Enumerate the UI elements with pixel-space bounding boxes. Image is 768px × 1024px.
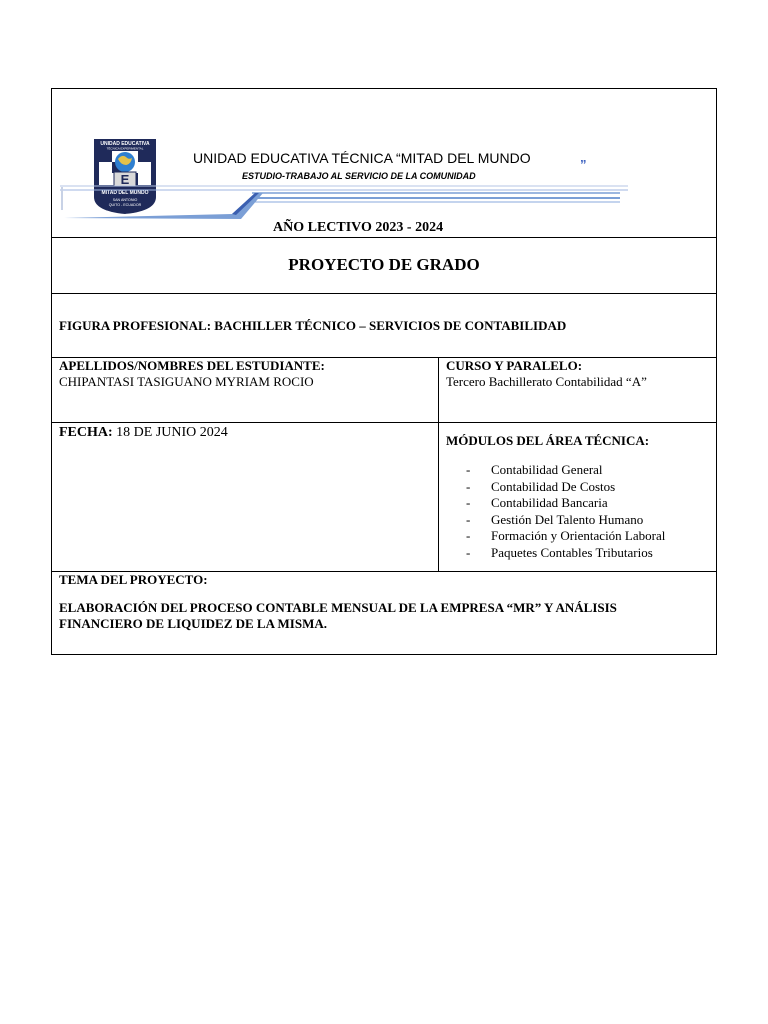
modules-list	[466, 462, 665, 561]
bullet-dash: -	[466, 462, 471, 477]
list-item	[466, 528, 665, 545]
list-item	[466, 462, 665, 479]
school-name: UNIDAD EDUCATIVA TÉCNICA “MITAD DEL MUNDO	[193, 150, 531, 166]
logo-top-text: UNIDAD EDUCATIVA	[100, 141, 150, 147]
logo-bottom-text: MITAD DEL MUNDO	[101, 190, 149, 196]
bullet-dash: -	[466, 544, 471, 560]
list-item	[466, 495, 665, 512]
course-cell	[439, 358, 716, 422]
list-item	[466, 512, 665, 529]
bullet-dash: -	[466, 528, 471, 543]
logo-place-line1: SAN ANTONIO	[112, 198, 138, 202]
student-name: CHIPANTASI TASIGUANO MYRIAM ROCIO	[59, 374, 314, 389]
logo-place-line2: QUITO - ECUADOR	[108, 203, 142, 207]
professional-profile: FIGURA PROFESIONAL: BACHILLER TÉCNICO – SERVICIOS DE CONTABILIDAD	[59, 318, 567, 333]
module-name: Contabilidad General	[491, 462, 603, 477]
module-name: Contabilidad De Costos	[491, 478, 616, 494]
course-label: CURSO Y PARALELO:	[446, 358, 583, 373]
list-item	[466, 479, 665, 496]
course-value: Tercero Bachillerato Contabilidad “A”	[446, 374, 647, 389]
module-name: Gestión Del Talento Humano	[491, 511, 644, 527]
student-course-section	[52, 358, 716, 423]
bullet-dash: -	[466, 511, 471, 527]
modules-title: MÓDULOS DEL ÁREA TÉCNICA:	[446, 433, 650, 448]
student-label: APELLIDOS/NOMBRES DEL ESTUDIANTE:	[59, 358, 325, 373]
module-name: Paquetes Contables Tributarios	[491, 544, 653, 560]
project-topic-section	[52, 572, 716, 654]
bullet-dash: -	[466, 495, 471, 510]
date-modules-section	[52, 423, 716, 572]
school-motto: ESTUDIO-TRABAJO AL SERVICIO DE LA COMUNIDAD	[242, 171, 476, 181]
decorative-stripes	[60, 184, 628, 224]
closing-quote-mark: ”	[580, 157, 587, 172]
module-name: Formación y Orientación Laboral	[491, 528, 666, 543]
professional-profile-section	[52, 294, 716, 358]
document-form	[51, 88, 717, 655]
module-name: Contabilidad Bancaria	[491, 495, 608, 510]
date-cell	[52, 423, 439, 571]
list-item	[466, 545, 665, 562]
bullet-dash: -	[466, 478, 471, 494]
logo-sub-text: TÉCNICA EXPERIMENTAL	[106, 146, 144, 151]
header-section	[52, 89, 716, 238]
topic-text: ELABORACIÓN DEL PROCESO CONTABLE MENSUAL DE LA EMPRESA “MR” Y ANÁLISIS FINANCIERO DE LIQUIDEZ DE LA MISMA.	[59, 600, 617, 631]
title-section	[52, 238, 716, 294]
date-label: FECHA:	[59, 425, 113, 440]
logo-letter: E	[120, 172, 130, 187]
date-value: 18 DE JUNIO 2024	[112, 425, 228, 440]
modules-cell	[439, 423, 716, 571]
school-year: AÑO LECTIVO 2023 - 2024	[273, 220, 444, 235]
student-cell	[52, 358, 439, 422]
document-title: PROYECTO DE GRADO	[288, 255, 480, 274]
topic-label: TEMA DEL PROYECTO:	[59, 572, 208, 587]
